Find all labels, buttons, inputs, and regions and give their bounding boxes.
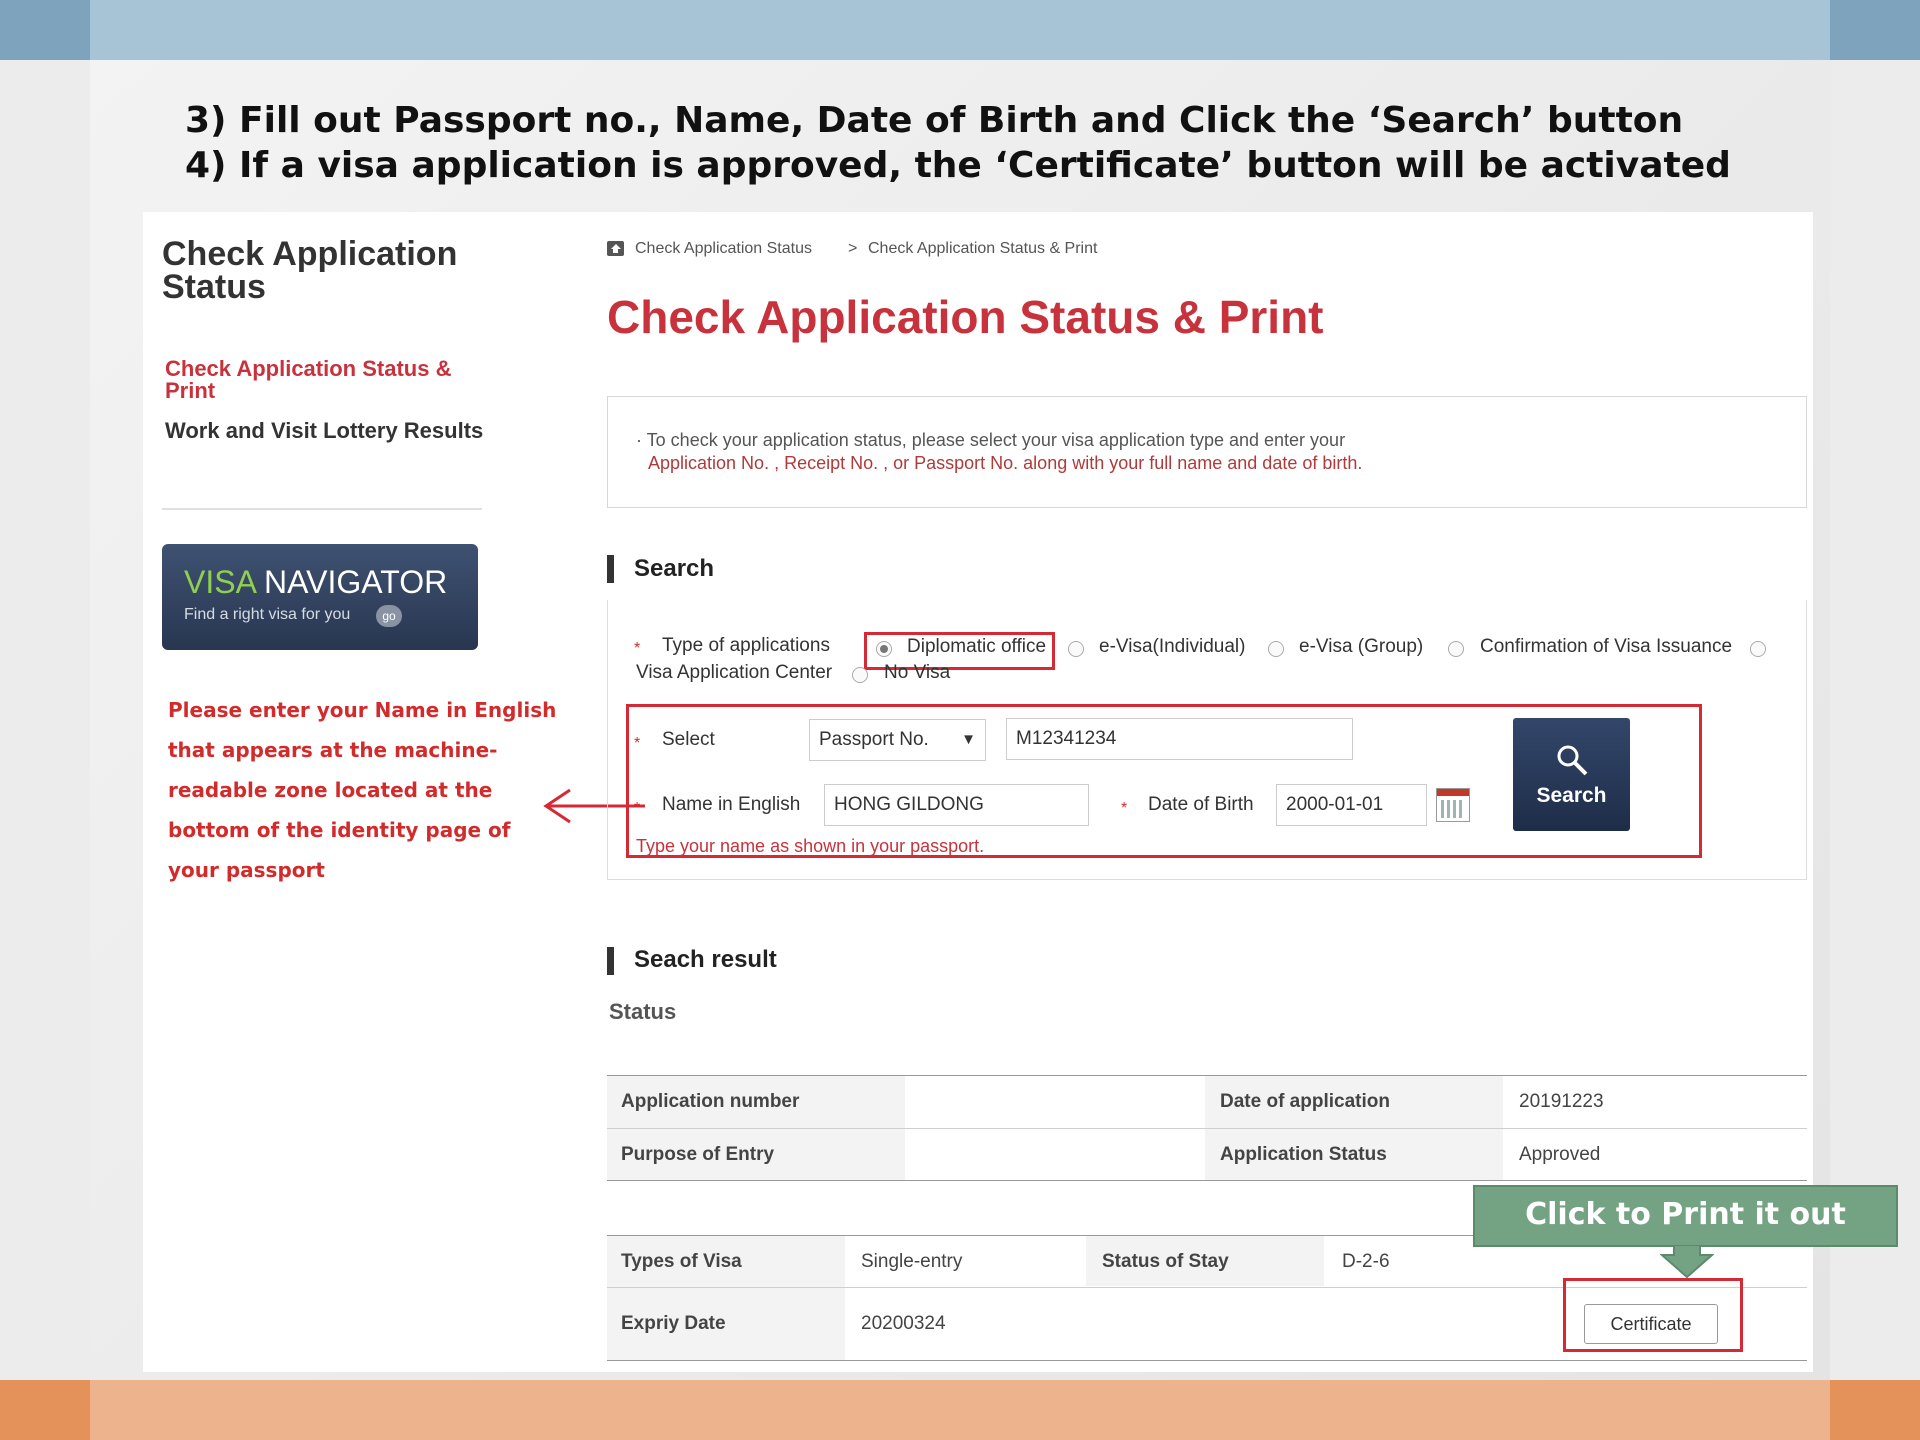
radio-label-diplomatic: Diplomatic office: [907, 636, 1047, 657]
table-bottom-border: [607, 1180, 1807, 1181]
search-type-select[interactable]: [809, 719, 986, 761]
page-title: Check Application Status & Print: [607, 291, 1324, 343]
radio-label-visa-center: Visa Application Center: [636, 662, 833, 683]
banner-go-button[interactable]: go: [376, 605, 402, 627]
callout-arrow-icon: [1660, 1245, 1714, 1279]
visa-navigator-banner[interactable]: [162, 544, 478, 650]
required-marker: *: [634, 800, 641, 817]
breadcrumb-separator: >: [848, 240, 858, 257]
radio-evisa-individual[interactable]: [1068, 641, 1084, 657]
info-box: [607, 396, 1807, 508]
table-cell: 20191223: [1519, 1091, 1604, 1112]
radio-label-evisa-individual: e-Visa(Individual): [1099, 636, 1246, 657]
table-header: Date of application: [1220, 1091, 1390, 1112]
required-marker: *: [634, 640, 641, 657]
home-icon[interactable]: [607, 241, 624, 256]
required-marker: *: [1121, 800, 1128, 817]
radio-no-visa[interactable]: [852, 667, 868, 683]
info-line-2: Application No. , Receipt No. , or Passport No. along with your full name and date of birth.: [648, 453, 1363, 473]
section-marker: [607, 555, 614, 583]
table-cell: Approved: [1519, 1144, 1601, 1165]
sidebar-divider: [162, 508, 482, 510]
slide-top-bar: [0, 0, 1920, 60]
name-label: Name in English: [662, 794, 801, 815]
passport-input[interactable]: M12341234: [1006, 718, 1353, 760]
sidebar-item-check-status[interactable]: Check Application Status & Print: [165, 356, 452, 403]
dob-label: Date of Birth: [1148, 794, 1254, 815]
radio-diplomatic[interactable]: [876, 641, 892, 657]
table-header: Status of Stay: [1102, 1251, 1229, 1272]
banner-title-visa: VISA: [184, 564, 256, 600]
search-heading: Search: [634, 555, 715, 582]
banner-title-navigator: NAVIGATOR: [255, 564, 448, 600]
banner-subtitle: Find a right visa for you: [184, 606, 351, 623]
radio-label-no-visa: No Visa: [884, 662, 951, 683]
search-type-value: Passport No.: [819, 729, 929, 750]
print-callout: Click to Print it out: [1473, 1185, 1898, 1247]
radio-visa-center[interactable]: [1750, 641, 1766, 657]
radio-label-confirmation: Confirmation of Visa Issuance: [1480, 636, 1733, 657]
table-bottom-border: [607, 1360, 1807, 1361]
info-line-1: · To check your application status, please select your visa application type and enter your: [636, 430, 1346, 450]
instruction-step-4: 4) If a visa application is approved, the ‘Certificate’ button will be activated: [185, 145, 1731, 186]
radio-evisa-group[interactable]: [1268, 641, 1284, 657]
chevron-down-icon: ▼: [961, 731, 976, 748]
table-header: Expriy Date: [621, 1313, 726, 1334]
table-row-divider: [607, 1128, 1807, 1129]
sidebar-item-lottery[interactable]: Work and Visit Lottery Results: [165, 418, 484, 443]
slide-bottom-bar: [0, 1380, 1920, 1440]
table-header: Types of Visa: [621, 1251, 742, 1272]
calendar-icon[interactable]: [1436, 788, 1470, 822]
table-cell: Single-entry: [861, 1251, 963, 1272]
table-header: Purpose of Entry: [621, 1144, 775, 1165]
search-button[interactable]: [1513, 718, 1630, 831]
search-button-label: Search: [1536, 784, 1607, 807]
breadcrumb-item-1[interactable]: Check Application Status: [635, 240, 812, 257]
name-hint: Type your name as shown in your passport.: [636, 836, 985, 856]
magnifier-icon: [1556, 744, 1590, 778]
name-instruction-note: Please enter your Name in English that appears at the machine-readable zone located at the bottom of the identity page of your passport: [168, 698, 557, 882]
status-heading: Status: [609, 999, 677, 1024]
table-header: Application Status: [1220, 1144, 1387, 1165]
radio-label-evisa-group: e-Visa (Group): [1299, 636, 1424, 657]
required-marker: *: [634, 735, 641, 752]
instruction-step-3: 3) Fill out Passport no., Name, Date of Birth and Click the ‘Search’ button: [185, 100, 1684, 141]
radio-confirmation[interactable]: [1448, 641, 1464, 657]
name-input[interactable]: HONG GILDONG: [824, 784, 1089, 826]
type-label: Type of applications: [662, 635, 830, 656]
breadcrumb-item-2[interactable]: Check Application Status & Print: [868, 240, 1098, 257]
table-header: Application number: [621, 1091, 800, 1112]
select-label: Select: [662, 729, 715, 750]
dob-input[interactable]: 2000-01-01: [1276, 784, 1427, 826]
result-heading: Seach result: [634, 946, 777, 973]
table-cell: 20200324: [861, 1313, 946, 1334]
certificate-button[interactable]: Certificate: [1584, 1304, 1718, 1344]
section-marker: [607, 947, 614, 975]
table-cell: D-2-6: [1342, 1251, 1390, 1272]
sidebar-title: Check Application Status: [162, 235, 458, 306]
